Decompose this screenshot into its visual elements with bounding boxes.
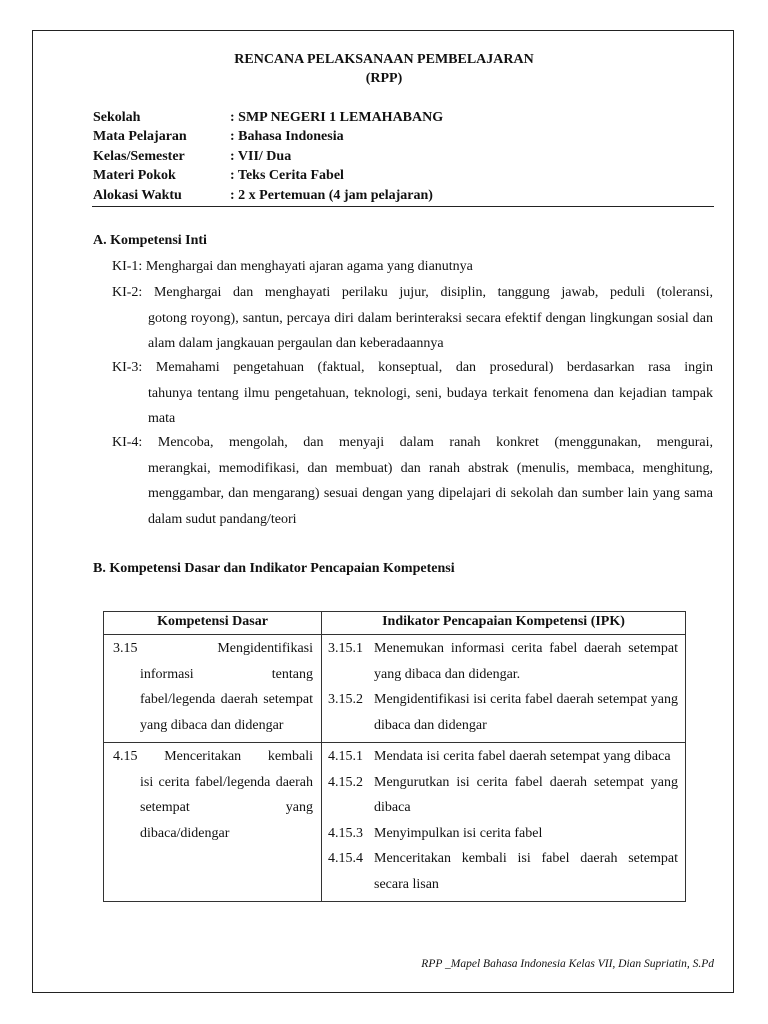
kd-cell <box>104 635 322 743</box>
ipk-item <box>328 636 678 687</box>
identity-row-mapel <box>93 127 713 146</box>
ipk-text: Mengurutkan isi cerita fabel daerah setempat yang dibaca <box>374 774 678 815</box>
ipk-number: 3.15.1 <box>328 641 363 656</box>
identity-value: : Bahasa Indonesia <box>230 129 344 145</box>
kd-first-line <box>113 636 313 662</box>
ki-1-text: KI-1: Menghargai dan menghayati ajaran agama yang dianutnya <box>112 259 473 274</box>
ki-4 <box>112 430 713 532</box>
identity-value: : VII/ Dua <box>230 148 292 164</box>
ipk-number: 4.15.1 <box>328 749 363 764</box>
ipk-cell <box>322 743 686 902</box>
table-row <box>104 743 686 902</box>
identity-value: : 2 x Pertemuan (4 jam pelajaran) <box>230 187 433 203</box>
kd-first-line <box>113 744 313 770</box>
column-header-kd: Kompetensi Dasar <box>104 612 322 635</box>
document-subtitle: (RPP) <box>365 71 403 86</box>
competency-table <box>103 611 686 902</box>
identity-label: Kelas/Semester <box>93 148 185 164</box>
column-header-ipk: Indikator Pencapaian Kompetensi (IPK) <box>322 612 686 635</box>
ipk-item <box>328 687 678 738</box>
ki-1 <box>112 254 713 280</box>
ki-2-continuation: gotong royong), santun, percaya diri dalam berinteraksi secara efektif dengan lingkungan sosial dan alam dalam jangkauan pergaulan dan keberadaannya <box>148 310 713 351</box>
ki-3-continuation: tahunya tentang ilmu pengetahuan, teknologi, seni, budaya terkait fenomena dan kejadian tampak mata <box>148 385 713 426</box>
ipk-item <box>328 846 678 897</box>
ipk-text: Menceritakan kembali isi fabel daerah setempat secara lisan <box>374 851 678 892</box>
kd-number: 4.15 <box>113 749 138 764</box>
identity-value: : SMP NEGERI 1 LEMAHABANG <box>230 110 444 125</box>
identity-label: Mata Pelajaran <box>93 129 187 145</box>
ipk-number: 3.15.2 <box>328 692 363 707</box>
ipk-number: 4.15.3 <box>328 825 363 841</box>
identity-label: Sekolah <box>93 110 141 125</box>
ki-3 <box>112 355 713 432</box>
ipk-number: 4.15.4 <box>328 851 363 866</box>
kd-description: isi cerita fabel/legenda daerah setempat yang dibaca/didengar <box>140 774 313 841</box>
kd-number: 3.15 <box>113 641 138 656</box>
identity-row-sekolah <box>93 108 713 127</box>
section-a-heading: A. Kompetensi Inti <box>93 233 207 248</box>
ipk-text: Menemukan informasi cerita fabel daerah setempat yang dibaca dan didengar. <box>374 641 678 682</box>
ipk-text: Mengidentifikasi isi cerita fabel daerah setempat yang dibaca dan didengar <box>374 692 678 733</box>
ipk-item <box>328 821 678 847</box>
kd-first-words: Menceritakan kembali <box>164 749 313 764</box>
ki-2 <box>112 280 713 357</box>
identity-label: Materi Pokok <box>93 168 176 184</box>
section-b-heading: B. Kompetensi Dasar dan Indikator Pencapaian Kompetensi <box>93 561 455 576</box>
identity-label: Alokasi Waktu <box>93 187 182 203</box>
ki-4-first-line: KI-4: Mencoba, mengolah, dan menyaji dalam ranah konkret (menggunakan, mengurai, <box>112 435 713 450</box>
page-footer: RPP _Mapel Bahasa Indonesia Kelas VII, Dian Supriatin, S.Pd <box>421 958 714 970</box>
ipk-text: Menyimpulkan isi cerita fabel <box>374 825 543 841</box>
ipk-item <box>328 744 678 770</box>
kd-first-words: Mengidentifikasi <box>217 641 313 656</box>
ipk-item <box>328 770 678 821</box>
ki-3-first-line: KI-3: Memahami pengetahuan (faktual, konseptual, dan prosedural) berdasarkan rasa ingin <box>112 360 713 375</box>
table-header-row <box>104 612 686 635</box>
table-row <box>104 635 686 743</box>
identity-block <box>93 108 713 205</box>
document-title: RENCANA PELAKSANAAN PEMBELAJARAN <box>234 52 534 67</box>
header-divider <box>92 206 714 207</box>
identity-row-materi <box>93 166 713 185</box>
ki-2-first-line: KI-2: Menghargai dan menghayati perilaku jujur, disiplin, tanggung jawab, peduli (toleransi, <box>112 285 713 300</box>
kd-cell <box>104 743 322 902</box>
identity-value: : Teks Cerita Fabel <box>230 168 344 184</box>
ki-4-continuation: merangkai, memodifikasi, dan membuat) dan ranah abstrak (menulis, membaca, menghitung, menggambar, dan mengarang) sesuai dengan yang dipelajari di sekolah dan sumber lain yang sama dalam sudut pandang/teori <box>148 460 713 527</box>
identity-row-alokasi <box>93 186 713 205</box>
kd-description: informasi tentang fabel/legenda daerah setempat yang dibaca dan didengar <box>140 666 313 733</box>
ipk-number: 4.15.2 <box>328 774 363 790</box>
ipk-text: Mendata isi cerita fabel daerah setempat yang dibaca <box>374 749 671 764</box>
ipk-cell <box>322 635 686 743</box>
identity-row-kelas <box>93 147 713 166</box>
